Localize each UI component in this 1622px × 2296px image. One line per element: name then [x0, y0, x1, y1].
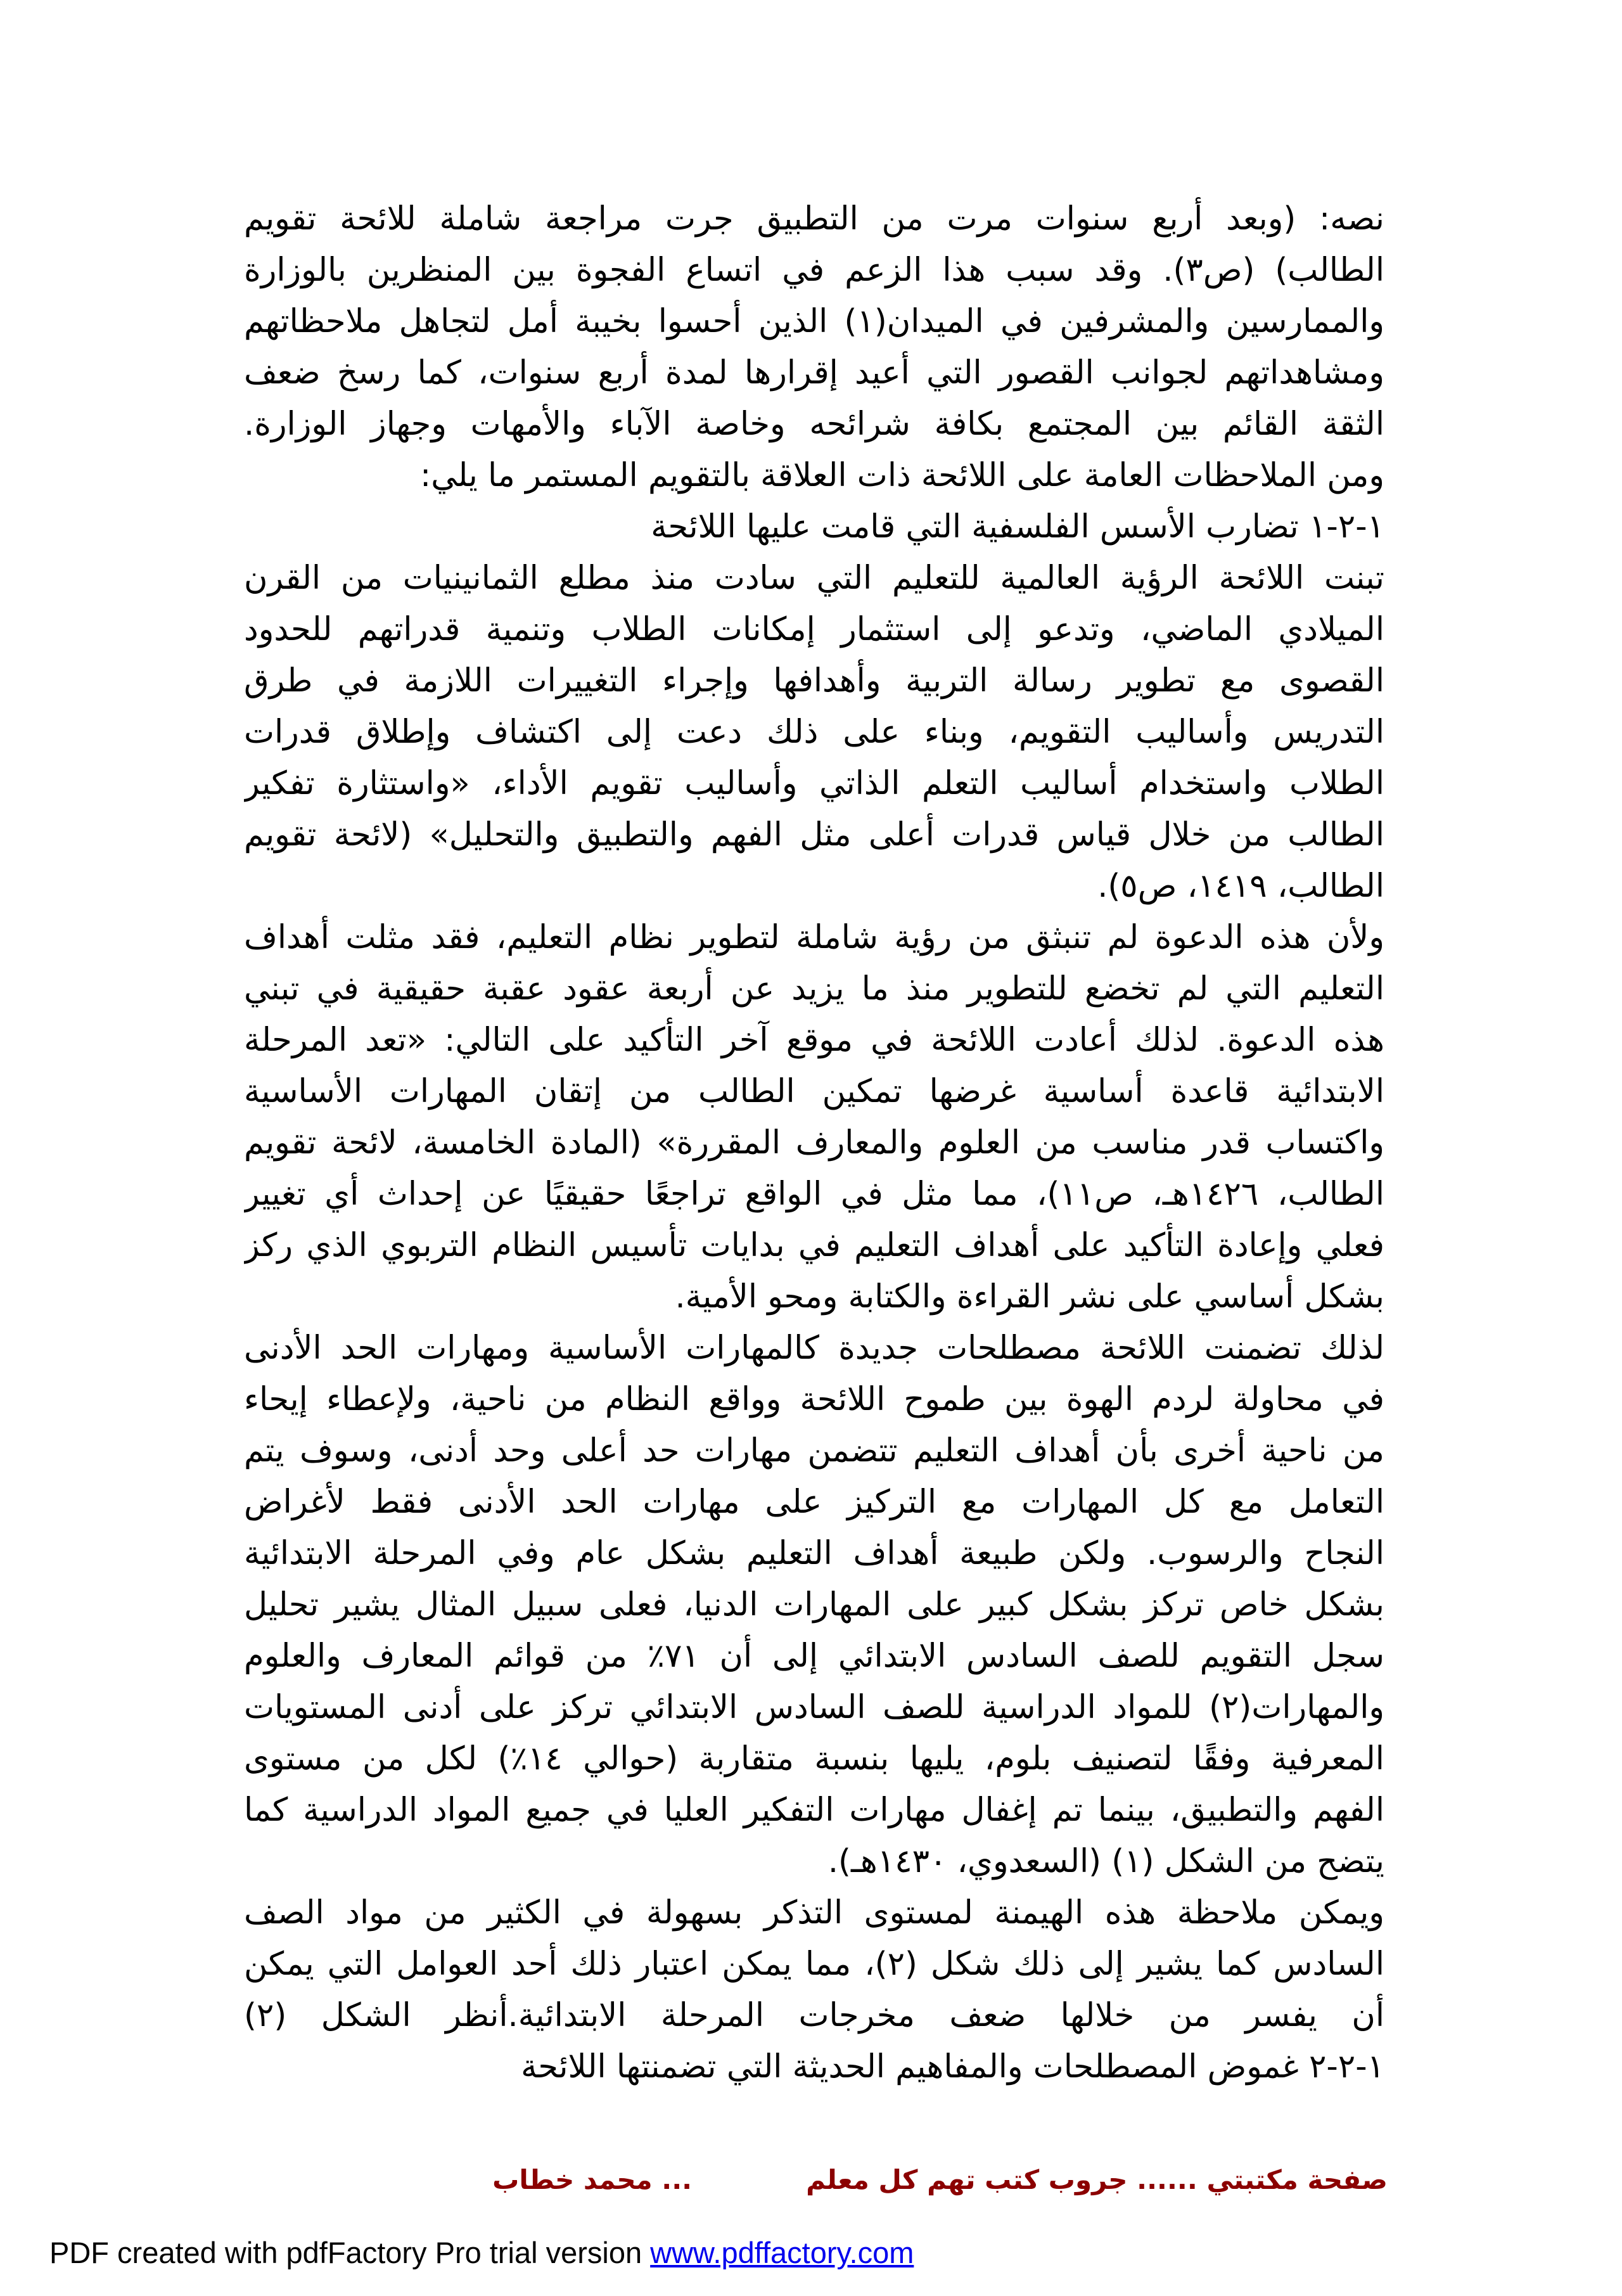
footer-author: ... محمد خطاب	[492, 2164, 693, 2195]
text-line: لذلك تضمنت اللائحة مصطلحات جديدة كالمهارات الأساسية ومهارات الحد الأدنى	[244, 1330, 1384, 1367]
text-line: ولأن هذه الدعوة لم تنبثق من رؤية شاملة لتطوير نظام التعليم، فقد مثلت أهداف	[244, 919, 1384, 956]
text-line: ومشاهداتهم لجوانب القصور التي أعيد إقرارها لمدة أربع سنوات، كما رسخ ضعف	[244, 354, 1384, 392]
text-line: فعلي وإعادة التأكيد على أهداف التعليم في بدايات تأسيس النظام التربوي الذي ركز	[244, 1227, 1384, 1264]
page-footer	[492, 2164, 1388, 2195]
text-line: الطالب، ١٤٢٦هـ، ص١١)، مما مثل في الواقع تراجعًا حقيقيًا عن إحداث أي تغيير	[244, 1176, 1384, 1213]
text-line: الطالب، ١٤١٩، ص٥).	[1097, 868, 1384, 905]
text-line: التعامل مع كل المهارات مع التركيز على مهارات الحد الأدنى فقط لأغراض	[244, 1484, 1384, 1521]
footer-group-credit: صفحة مكتبتي ...... جروب كتب تهم كل معلم	[806, 2164, 1388, 2195]
text-line: من ناحية أخرى بأن أهداف التعليم تتضمن مهارات حد أعلى وحد أدنى، وسوف يتم	[244, 1432, 1384, 1470]
document-body	[244, 193, 1384, 2093]
text-line: والمهارات(٢) للمواد الدراسية للصف السادس الابتدائي تركز على أدنى المستويات	[244, 1689, 1384, 1726]
text-line: التدريس وأساليب التقويم، وبناء على ذلك دعت إلى اكتشاف وإطلاق قدرات	[244, 714, 1384, 751]
pdffactory-link[interactable]: www.pdffactory.com	[650, 2236, 914, 2269]
text-line: بشكل خاص تركز بشكل كبير على المهارات الدنيا، فعلى سبيل المثال يشير تحليل	[244, 1586, 1384, 1624]
text-line: يتضح من الشكل (١) (السعدوي، ١٤٣٠هـ).	[827, 1843, 1384, 1880]
text-line: والممارسين والمشرفين في الميدان(١) الذين أحسوا بخيبة أمل لتجاهل ملاحظاتهم	[244, 303, 1384, 340]
text-line: الابتدائية قاعدة أساسية غرضها تمكين الطالب من إتقان المهارات الأساسية	[244, 1073, 1384, 1110]
text-line: نصه: (وبعد أربع سنوات مرت من التطبيق جرت مراجعة شاملة للائحة تقويم	[244, 200, 1384, 238]
text-line: ١-٢-١ تضارب الأسس الفلسفية التي قامت عليها اللائحة	[651, 508, 1384, 546]
text-line: هذه الدعوة. لذلك أعادت اللائحة في موقع آخر التأكيد على التالي: «تعد المرحلة	[244, 1022, 1384, 1059]
text-line: تبنت اللائحة الرؤية العالمية للتعليم التي سادت منذ مطلع الثمانينيات من القرن	[244, 560, 1384, 597]
text-line: السادس كما يشير إلى ذلك شكل (٢)، مما يمكن اعتبار ذلك أحد العوامل التي يمكن	[244, 1946, 1384, 1983]
text-line: الطالب) (ص٣). وقد سبب هذا الزعم في اتساع الفجوة بين المنظرين بالوزارة	[244, 252, 1384, 289]
text-line: القصوى مع تطوير رسالة التربية وأهدافها وإجراء التغييرات اللازمة في طرق	[244, 662, 1384, 700]
text-line: واكتساب قدر مناسب من العلوم والمعارف المقررة» (المادة الخامسة، لائحة تقويم	[244, 1124, 1384, 1162]
text-line: المعرفية وفقًا لتصنيف بلوم، يليها بنسبة متقاربة (حوالي ١٤٪) لكل من مستوى	[244, 1740, 1384, 1778]
text-line: سجل التقويم للصف السادس الابتدائي إلى أن ٧١٪ من قوائم المعارف والعلوم	[244, 1638, 1384, 1675]
pdf-watermark-note	[49, 2235, 914, 2270]
text-line: النجاح والرسوب. ولكن طبيعة أهداف التعليم بشكل عام وفي المرحلة الابتدائية	[244, 1535, 1384, 1572]
text-line: الثقة القائم بين المجتمع بكافة شرائحه وخاصة الآباء والأمهات وجهاز الوزارة.	[244, 406, 1384, 443]
pdf-note-prefix: PDF created with pdfFactory Pro trial version	[49, 2236, 651, 2269]
text-line: أن يفسر من خلالها ضعف مخرجات المرحلة الابتدائية.أنظر الشكل (٢)	[244, 1997, 1384, 2034]
text-line: ومن الملاحظات العامة على اللائحة ذات العلاقة بالتقويم المستمر ما يلي:	[420, 457, 1384, 494]
text-line: الطلاب واستخدام أساليب التعلم الذاتي وأساليب تقويم الأداء، «واستثارة تفكير	[244, 765, 1384, 802]
text-line: في محاولة لردم الهوة بين طموح اللائحة وواقع النظام من ناحية، ولإعطاء إيحاء	[244, 1381, 1384, 1418]
text-line: ويمكن ملاحظة هذه الهيمنة لمستوى التذكر بسهولة في الكثير من مواد الصف	[244, 1894, 1384, 1932]
text-line: الطالب من خلال قياس قدرات أعلى مثل الفهم والتطبيق والتحليل» (لائحة تقويم	[244, 816, 1384, 854]
text-line: ١-٢-٢ غموض المصطلحات والمفاهيم الحديثة التي تضمنتها اللائحة	[521, 2048, 1384, 2086]
text-line: الفهم والتطبيق، بينما تم إغفال مهارات التفكير العليا في جميع المواد الدراسية كما	[244, 1792, 1384, 1829]
text-line: بشكل أساسي على نشر القراءة والكتابة ومحو الأمية.	[675, 1278, 1384, 1316]
text-line: التعليم التي لم تخضع للتطوير منذ ما يزيد عن أربعة عقود عقبة حقيقية في تبني	[244, 970, 1384, 1008]
text-line: الميلادي الماضي، وتدعو إلى استثمار إمكانات الطلاب وتنمية قدراتهم للحدود	[244, 611, 1384, 648]
